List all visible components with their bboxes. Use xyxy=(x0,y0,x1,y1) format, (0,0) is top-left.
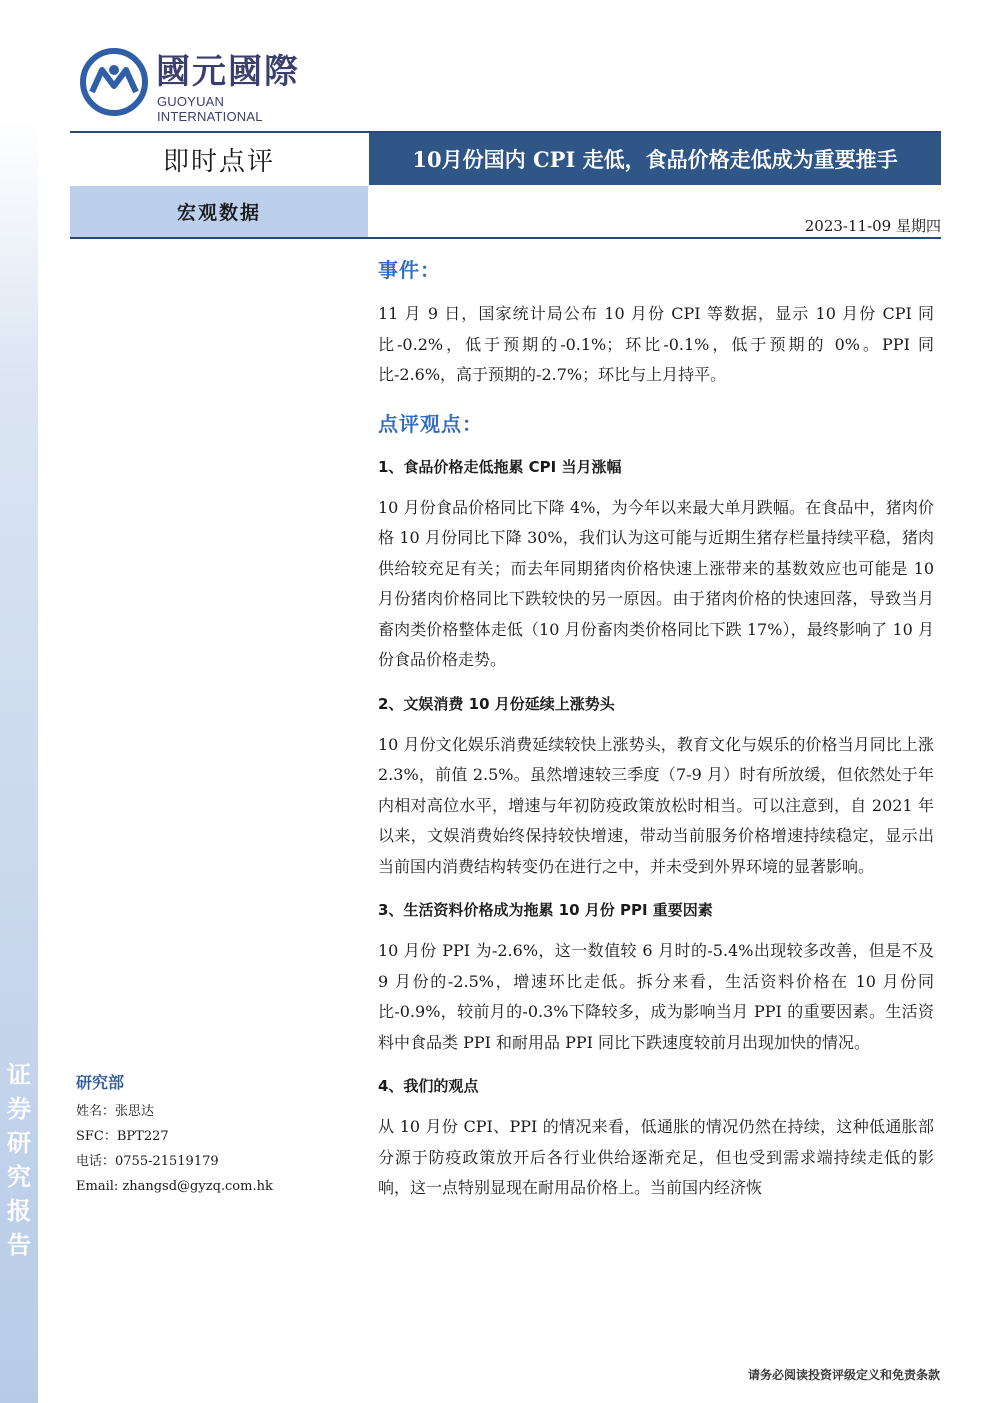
section-title: 4、我们的观点 xyxy=(378,1077,479,1095)
contact-block xyxy=(76,1070,346,1199)
main-content xyxy=(378,255,934,1204)
footer-disclaimer: 请务必阅读投资评级定义和免责条款 xyxy=(747,1368,940,1382)
contact-email[interactable]: Email: zhangsd@gyzq.com.hk xyxy=(76,1179,273,1194)
contact-phone: 电话：0755-21519179 xyxy=(76,1154,219,1169)
section-title: 1、食品价格走低拖累 CPI 当月涨幅 xyxy=(378,457,622,476)
report-category: 即时点评 xyxy=(162,146,275,177)
event-text: 11 月 9 日，国家统计局公布 10 月份 CPI 等数据，显示 10 月份 CPI 同比-0.2%，低于预期的-0.1%；环比-0.1%，低于预期的 0%。PPI 同比-2.6%，高于预期的-2.7%；环比与上月持平。 xyxy=(378,304,934,384)
contact-name: 姓名：张思达 xyxy=(76,1104,155,1119)
side-char: 告 xyxy=(7,1230,31,1259)
section-title: 3、生活资料价格成为拖累 10 月份 PPI 重要因素 xyxy=(378,901,713,919)
side-char: 证 xyxy=(7,1060,31,1089)
report-title: 10月份国内 CPI 走低，食品价格走低成为重要推手 xyxy=(369,133,941,185)
side-char: 究 xyxy=(7,1162,31,1191)
subheader-rule xyxy=(70,237,941,239)
logo-name-en: GUOYUAN INTERNATIONAL xyxy=(157,94,263,124)
report-subcategory: 宏观数据 xyxy=(70,186,368,237)
section-text: 10 月份文化娱乐消费延续较快上涨势头，教育文化与娱乐的价格当月同比上涨 2.3%，前值 2.5%。虽然增速较三季度（7-9 月）时有所放缓，但依然处于年内相对高位水平，增速与年初防疫政策放松时相当。可以注意到，自 2021 年以来，文娱消费始终保持较快增速，带动当前服务价格增速持续稳定，显示出当前国内消费结构转变仍在进行之中，并未受到外界环境的显著影响。 xyxy=(378,734,934,876)
report-date: 2023-11-09 星期四 xyxy=(804,217,941,235)
company-logo xyxy=(80,48,330,124)
logo-name-cn: 國元國際 xyxy=(156,52,300,92)
section-text: 10 月份食品价格同比下降 4%，为今年以来最大单月跌幅。在食品中，猪肉价格 10 月份同比下降 30%，我们认为这可能与近期生猪存栏量持续平稳，猪肉供给较充足有关；而去年同期猪肉价格快速上涨带来的基数效应也可能是 10 月份猪肉价格同比下跌较快的另一原因。由于猪肉价格的快速回落，导致当月畜肉类价格整体走低（10 月份畜肉类价格同比下跌 17%），最终影响了 10 月份食品价格走势。 xyxy=(378,497,934,669)
side-char: 研 xyxy=(7,1128,31,1157)
contact-sfc: SFC：BPT227 xyxy=(76,1129,169,1144)
section-text: 10 月份 PPI 为-2.6%，这一数值较 6 月时的-5.4%出现较多改善，但是不及 9 月份的-2.5%，增速环比走低。拆分来看，生活资料价格在 10 月份同比-0.9%，较前月的-0.3%下降较多，成为影响当月 PPI 的重要因素。生活资料中食品类 PPI 和耐用品 PPI 同比下跌速度较前月出现加快的情况。 xyxy=(378,941,934,1052)
contact-dept: 研究部 xyxy=(76,1073,125,1092)
side-char: 报 xyxy=(7,1196,31,1225)
commentary-heading: 点评观点： xyxy=(378,411,483,436)
side-label xyxy=(4,1058,34,1262)
section-title: 2、文娱消费 10 月份延续上涨势头 xyxy=(378,694,615,713)
section-text: 从 10 月份 CPI、PPI 的情况来看，低通胀的情况仍然在持续，这种低通胀部分源于防疫政策放开后各行业供给逐渐充足，但也受到需求端持续走低的影响，这一点特别显现在耐用品价格上。当前国内经济恢 xyxy=(378,1117,934,1197)
side-char: 券 xyxy=(7,1094,31,1123)
logo-mark-icon xyxy=(80,48,148,116)
event-heading: 事件： xyxy=(378,258,441,282)
